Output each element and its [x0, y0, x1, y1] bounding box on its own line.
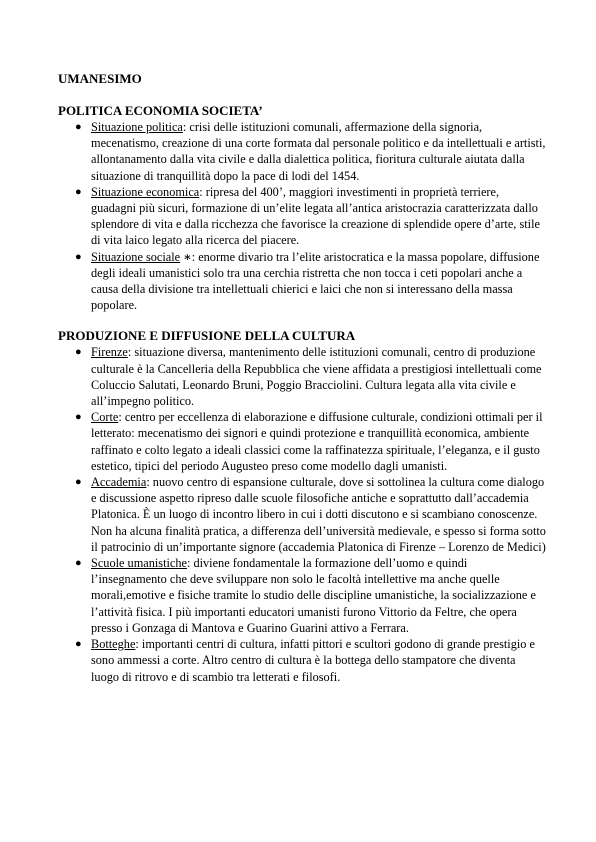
- item-text: : ripresa del 400’, maggiori investimenti in proprietà terriere, guadagni più sicuri, formazione di un’elite legata all’antica aristocrazia caratterizzata dallo splendore di vita e dalla ricchezza che favorisce la creazione di splendide opere d’arte, stile di vita laico legato alla ricerca del piacere.: [91, 184, 540, 248]
- list-item: [58, 249, 546, 314]
- document-page: [58, 71, 546, 700]
- item-text: : nuovo centro di espansione culturale, dove si sottolinea la cultura come dialogo e discussione aspetto ripreso dalle scuole filosofiche antiche e soprattutto dall’accademia Platonica. È un luogo di incontro libero in cui i dotti discutono e si scambiano conoscenze. Non ha alcuna finalità pratica, a differenza dell’università medievale, e spesso si forma sotto il patrocinio di un’importante signore (accademia Platonica di Firenze – Lorenzo de Medici): [91, 475, 546, 554]
- list-item: [58, 636, 546, 685]
- item-term: Botteghe: [91, 637, 136, 652]
- item-term: Situazione sociale: [91, 249, 181, 264]
- item-text: : enorme divario tra l’elite aristocratica e la massa popolare, diffusione degli ideali umanistici solo tra una cerchia ristretta che non tocca i ceti popolari anche a causa della divisione tra intellettuali chierici e laici che non si interessano della massa popolare.: [91, 249, 540, 313]
- list-item: [58, 119, 546, 184]
- item-term: Scuole umanistiche: [91, 556, 187, 571]
- list-item: [58, 184, 546, 249]
- section-heading-politica: POLITICA ECONOMIA SOCIETA’: [58, 103, 263, 118]
- item-term: Accademia: [91, 475, 147, 490]
- bullet-icon: ●: [75, 557, 82, 570]
- asterisk-mark: ∗: [180, 249, 192, 264]
- list-item: [58, 474, 546, 555]
- bullet-icon: ●: [75, 638, 82, 651]
- bullet-icon: ●: [75, 346, 82, 359]
- item-term: Situazione economica: [91, 184, 200, 199]
- item-text: : centro per eccellenza di elaborazione e diffusione culturale, condizioni ottimali per il letterato: mecenatismo dei signori e quindi protezione e tranquillità economica, ambiente raffinato e colto legato a ideali classici come la raffinatezza spirituale, l’eleganza, e il gusto estetico, tipici del periodo Augusteo preso come modello dagli umanisti.: [91, 410, 543, 473]
- bullet-icon: ●: [75, 121, 82, 133]
- bullet-list-politica: [58, 119, 546, 313]
- section-heading-cultura: PRODUZIONE E DIFFUSIONE DELLA CULTURA: [58, 328, 356, 344]
- document-title: UMANESIMO: [58, 71, 142, 86]
- bullet-icon: ●: [75, 476, 82, 489]
- item-term: Corte: [91, 410, 119, 425]
- list-item: [58, 555, 546, 636]
- bullet-icon: ●: [75, 185, 82, 198]
- item-text: : importanti centri di cultura, infatti pittori e scultori godono di grande prestigio e sono ammessi a corte. Altro centro di cultura è la bottega dello stampatore che diventa luogo di ritrovo e di scambio tra letterati e filosofi.: [91, 637, 535, 684]
- item-text: : crisi delle istituzioni comunali, affermazione della signoria, mecenatismo, creazione di una corte formata dal personale politico e da intellettuali e artisti, allontanamento dalla vita civile e dalla dialettica politica, fioritura culturale aiutata dalla situazione di tranquillità dopo la pace di lodi del 1454.: [91, 120, 546, 183]
- bullet-icon: ●: [75, 250, 82, 263]
- list-item: [58, 344, 546, 409]
- bullet-list-cultura: [58, 344, 546, 684]
- list-item: [58, 409, 546, 474]
- item-term: Situazione politica: [91, 120, 183, 134]
- item-text: : diviene fondamentale la formazione dell’uomo e quindi l’insegnamento che deve sviluppare non solo le facoltà intellettive ma anche quelle morali,emotive e fisiche tramite lo studio delle discipline umanistiche, la socializzazione e l’attività fisica. I più importanti educatori umanisti furono Vittorio da Feltre, che opera presso i Gonzaga di Mantova e Guarino Guarini attivo a Ferrara.: [91, 556, 536, 635]
- item-text: : situazione diversa, mantenimento delle istituzioni comunali, centro di produzione culturale è la Cancelleria della Repubblica che viene affidata a prestigiosi intellettuali come Coluccio Salutati, Leonardo Bruni, Poggio Bracciolini. Cultura legata alla vita civile e all’impegno politico.: [91, 345, 542, 409]
- item-term: Firenze: [91, 345, 128, 360]
- bullet-icon: ●: [75, 411, 82, 424]
